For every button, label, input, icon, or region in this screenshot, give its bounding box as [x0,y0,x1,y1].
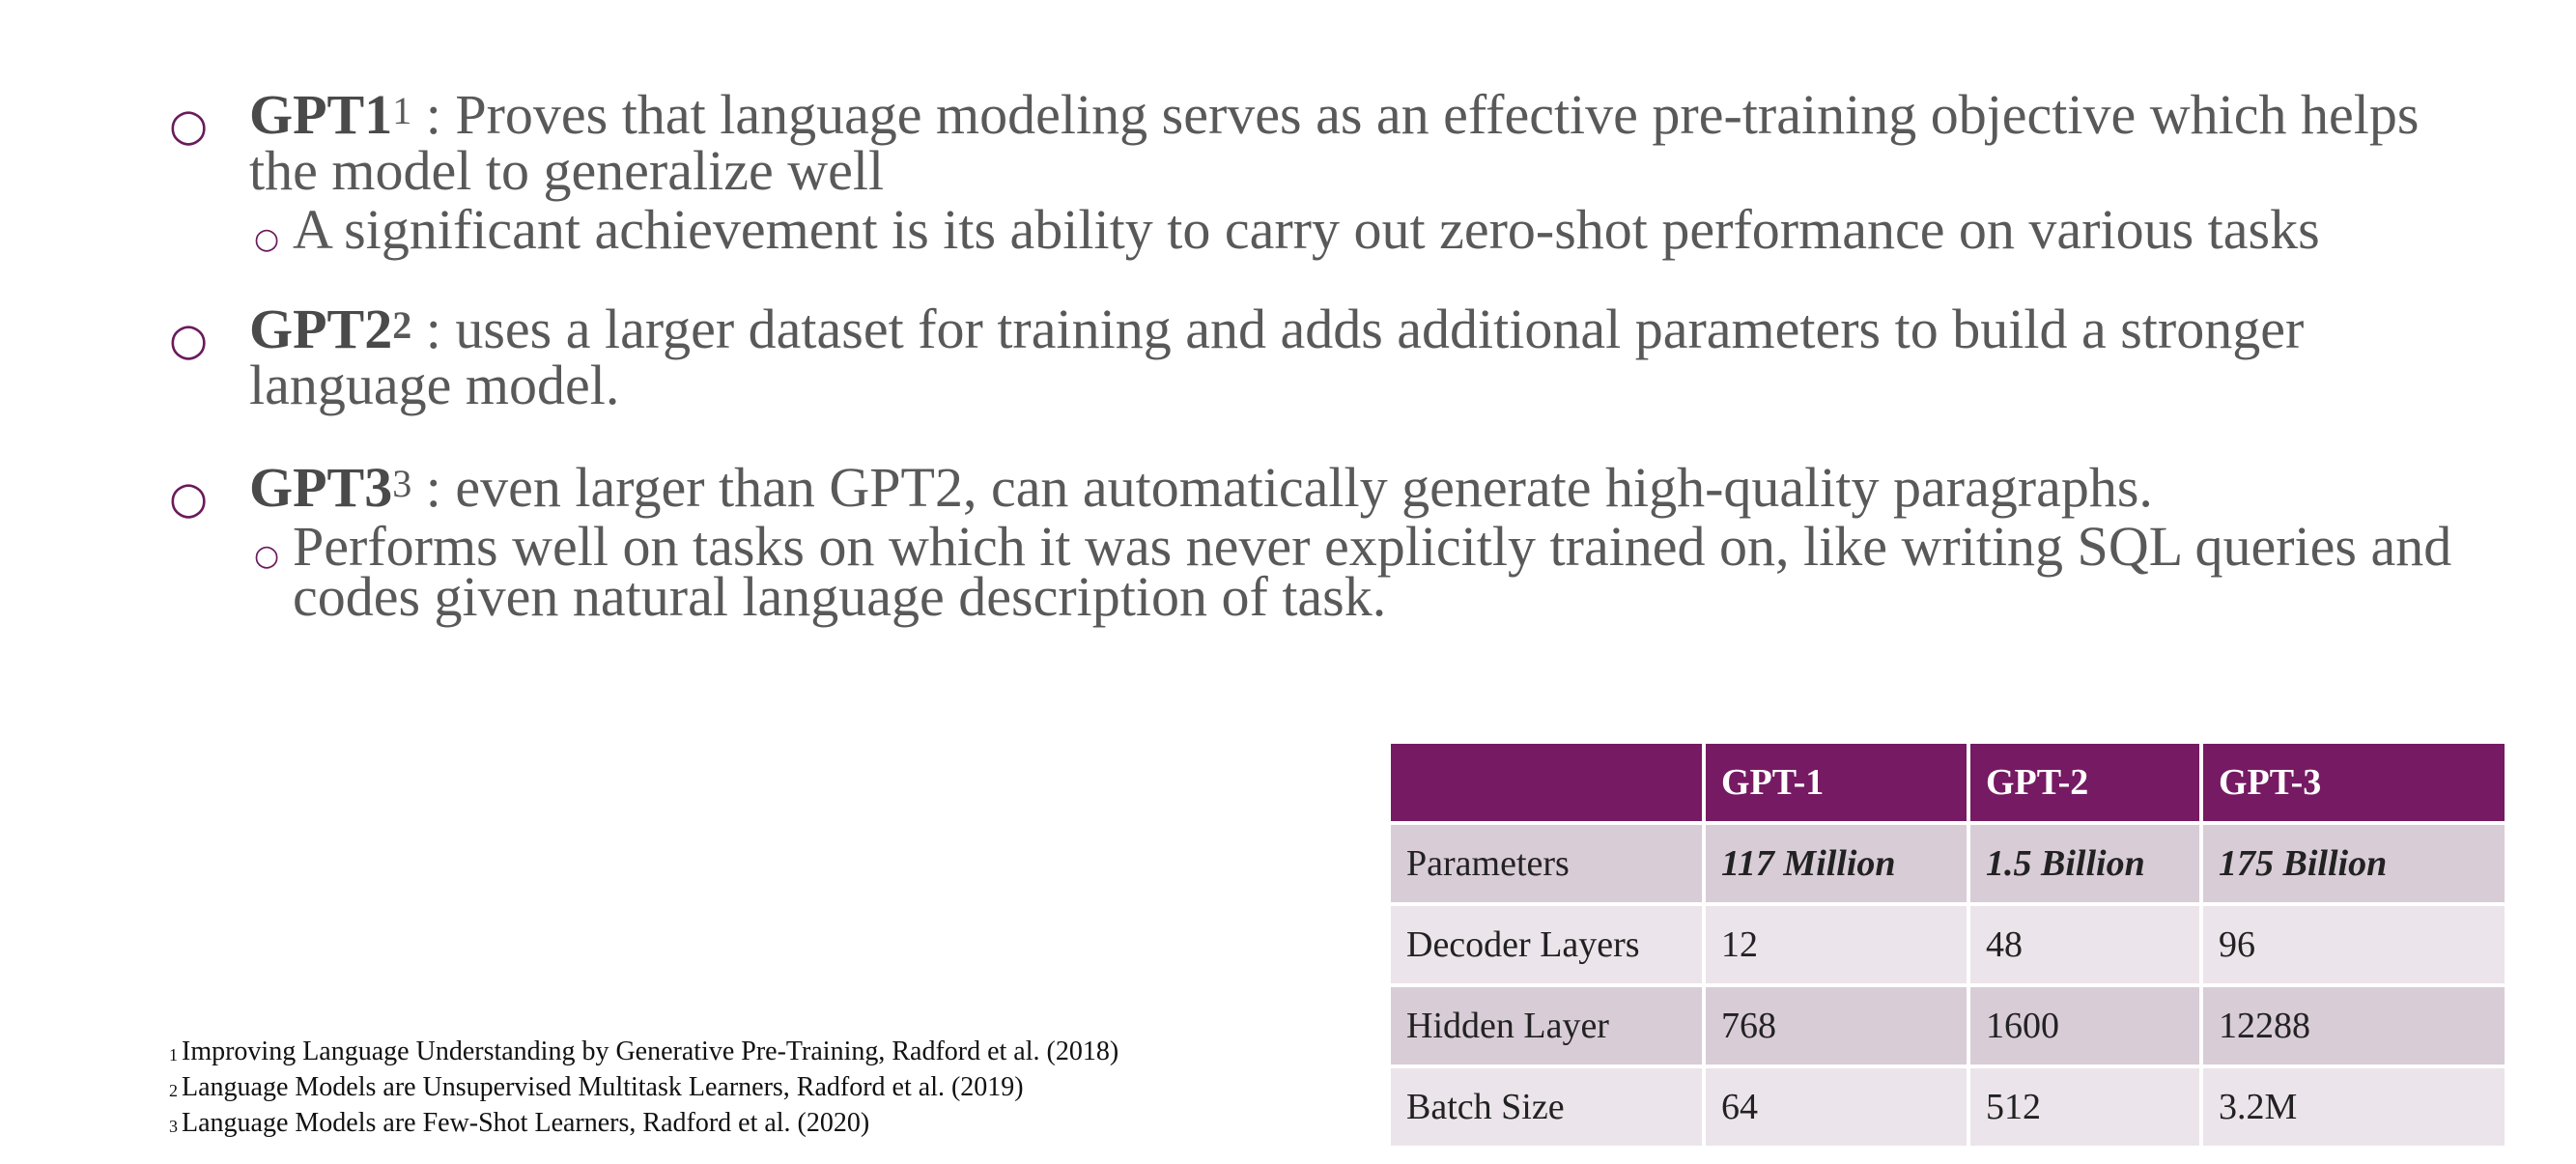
small-circle-bullet-icon: ○ [254,222,280,256]
table-cell: Batch Size [1391,1068,1702,1146]
footnotes [169,1034,1118,1141]
table-row [1391,1068,2505,1146]
table-row [1391,825,2505,902]
table-header-cell: GPT-3 [2203,744,2505,821]
table-cell: 3.2M [2203,1068,2505,1146]
bullet-title: GPT3 [249,456,393,519]
gpt-comparison-table [1387,740,2508,1150]
footnote-ref: 3 [392,462,412,505]
table-cell: 768 [1706,987,1967,1065]
footnote-text: Improving Language Understanding by Generative Pre-Training, Radford et al. (2018) [182,1036,1119,1066]
small-circle-bullet-icon: ○ [254,539,280,573]
table-cell: 64 [1706,1068,1967,1146]
footnote-number: 3 [169,1117,178,1136]
sub-bullet-gpt1 [169,198,2487,261]
table-cell: 12 [1706,906,1967,983]
footnote-number: 1 [169,1045,178,1065]
sub-bullet-text: A significant achievement is its ability to carry out zero-shot performance on various tasks [293,198,2320,261]
footnote-number: 2 [169,1081,178,1100]
sub-bullet-gpt3 [169,515,2487,628]
table-header-cell: GPT-1 [1706,744,1967,821]
footnote-ref: 2 [392,303,412,347]
table-cell: 175 Billion [2203,825,2505,902]
bullet-gpt3 [169,456,2487,524]
bullet-gpt2 [169,298,2487,416]
bullet-list [169,83,2487,628]
footnote-item [169,1069,1118,1105]
footnote-text: Language Models are Unsupervised Multitask Learners, Radford et al. (2019) [182,1072,1024,1102]
bullet-title: GPT1 [249,83,393,146]
circle-bullet-icon: ○ [169,313,209,365]
table-header-cell: GPT-2 [1970,744,2199,821]
circle-bullet-icon: ○ [169,471,209,524]
bullet-text: : uses a larger dataset for training and adds additional parameters to build a stronger language model. [249,298,2305,416]
table-cell: 12288 [2203,987,2505,1065]
table-cell: Hidden Layer [1391,987,1702,1065]
table-cell: 96 [2203,906,2505,983]
circle-bullet-icon: ○ [169,99,209,151]
footnote-text: Language Models are Few-Shot Learners, Radford et al. (2020) [182,1108,870,1138]
table-cell: Decoder Layers [1391,906,1702,983]
sub-bullet-text: Performs well on tasks on which it was never explicitly trained on, like writing SQL queries and codes given natural language description of task. [293,515,2452,628]
bullet-text: : even larger than GPT2, can automatically generate high-quality paragraphs. [411,456,2153,519]
footnote-item [169,1105,1118,1141]
table-header-row [1391,744,2505,821]
table-row [1391,987,2505,1065]
bullet-gpt1 [169,83,2487,202]
table-row [1391,906,2505,983]
table-cell: 512 [1970,1068,2199,1146]
table-cell: 117 Million [1706,825,1967,902]
bullet-title: GPT2 [249,298,393,360]
table-header-cell [1391,744,1702,821]
table-cell: Parameters [1391,825,1702,902]
table-cell: 48 [1970,906,2199,983]
footnote-ref: 1 [392,89,412,132]
bullet-text: : Proves that language modeling serves as an effective pre-training objective which helps the model to generalize well [249,83,2420,202]
footnote-item [169,1034,1118,1069]
table-cell: 1.5 Billion [1970,825,2199,902]
table-cell: 1600 [1970,987,2199,1065]
